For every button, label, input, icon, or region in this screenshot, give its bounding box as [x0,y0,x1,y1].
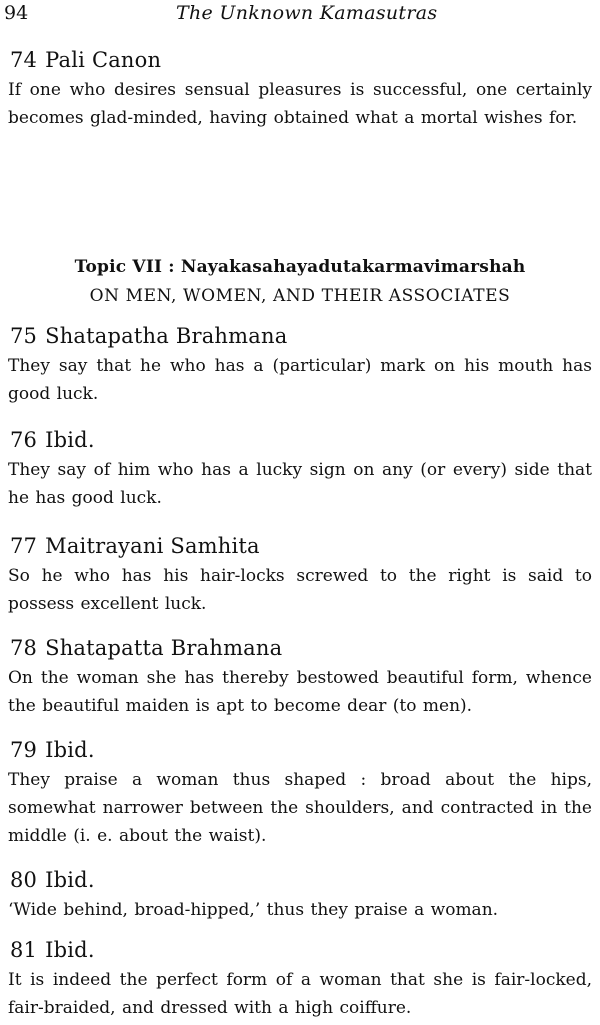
entry-source: Shatapatta Brahmana [45,636,283,660]
topic-subtitle: ON MEN, WOMEN, AND THEIR ASSOCIATES [89,286,511,306]
entry-source: Ibid. [45,738,95,762]
entry-text: ‘Wide behind, broad-hipped,’ thus they praise a woman. [8,900,499,920]
entry-number: 76 [10,428,38,452]
entry-heading [10,736,592,764]
entry-source: Ibid. [45,938,95,962]
entry-number: 81 [10,938,38,962]
entry-source: Shatapatha Brahmana [45,324,288,348]
entry-74 [8,46,592,132]
entry-heading [10,634,592,662]
entry-77 [8,532,592,618]
entry-number: 80 [10,868,38,892]
entry-78 [8,634,592,720]
entry-source: Ibid. [45,428,95,452]
entry-heading [10,532,592,560]
entry-number: 79 [10,738,38,762]
entry-text: They praise a woman thus shaped : broad about the hips, somewhat narrower between the shoulders, and contracted in the middle (i. e. about the waist). [8,770,592,846]
entry-text: So he who has his hair-locks screwed to the right is said to possess excellent luck. [8,566,592,614]
running-header [4,2,590,26]
entry-source: Maitrayani Samhita [45,534,260,558]
entry-heading [10,46,592,74]
entry-number: 78 [10,636,38,660]
page-number: 94 [4,2,29,24]
entry-81 [8,936,592,1022]
entry-number: 74 [10,48,38,72]
entry-number: 75 [10,324,38,348]
entry-source: Ibid. [45,868,95,892]
entry-source: Pali Canon [45,48,162,72]
topic-heading [0,254,600,309]
entry-text: They say of him who has a lucky sign on any (or every) side that he has good luck. [8,460,592,508]
entry-text: On the woman she has thereby bestowed beautiful form, whence the beautiful maiden is apt to become dear (to men). [8,668,592,716]
entry-80 [8,866,592,924]
entry-heading [10,866,592,894]
entry-number: 77 [10,534,38,558]
entry-text: If one who desires sensual pleasures is successful, one certainly becomes glad-minded, having obtained what a mortal wishes for. [8,80,592,128]
entry-heading [10,322,592,350]
entry-text: It is indeed the perfect form of a woman that she is fair-locked, fair-braided, and dressed with a high coiffure. [8,970,592,1018]
entry-75 [8,322,592,408]
entry-79 [8,736,592,850]
entry-text: They say that he who has a (particular) mark on his mouth has good luck. [8,356,592,404]
running-title: The Unknown Kamasutras [176,2,438,24]
entry-heading [10,936,592,964]
entry-heading [10,426,592,454]
topic-title: Topic VII : Nayakasahayadutakarmavimarshah [74,257,526,277]
entry-76 [8,426,592,512]
